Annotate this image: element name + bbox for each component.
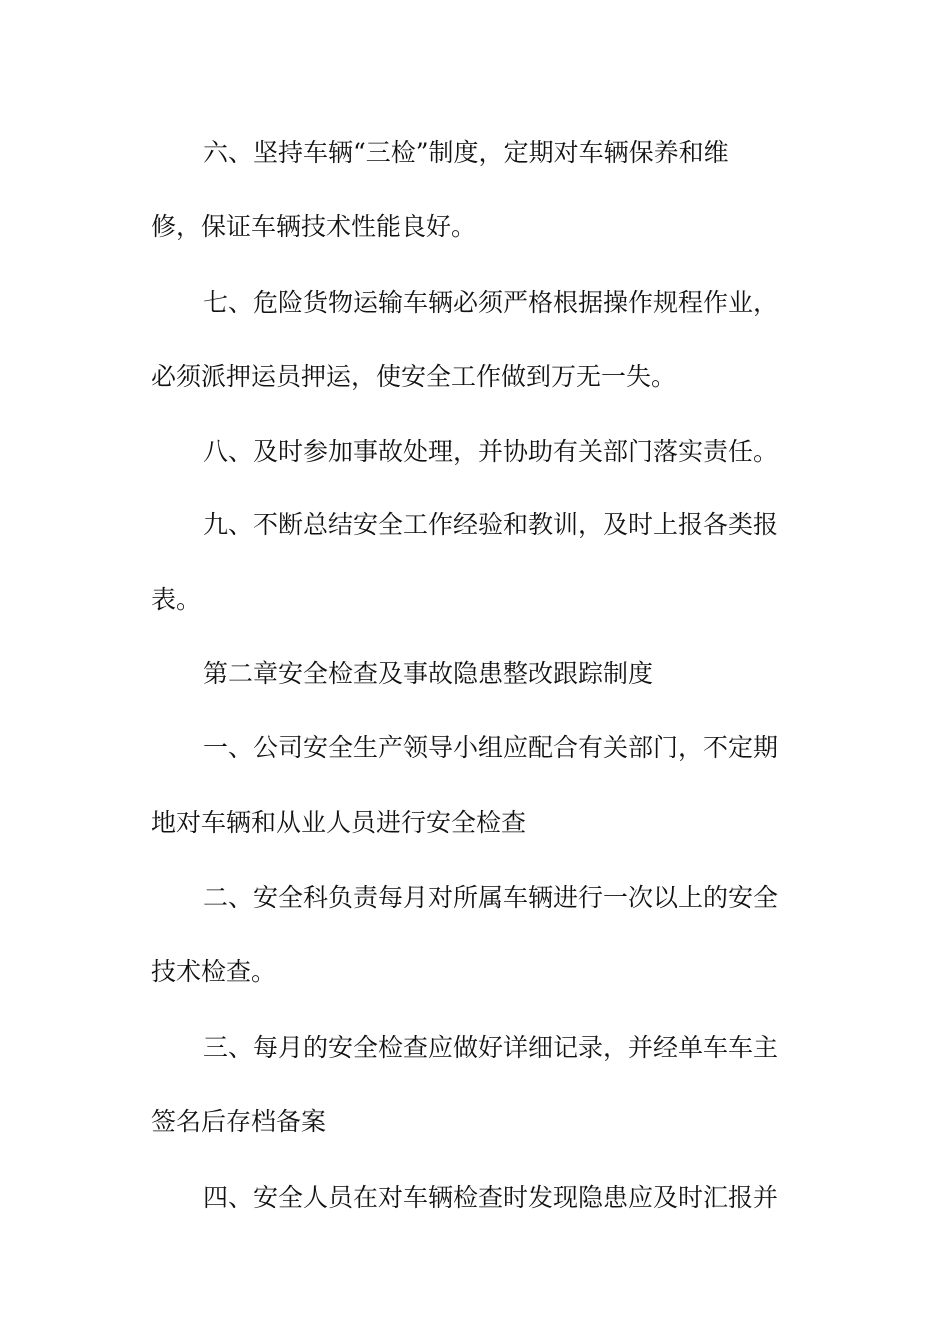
- paragraph-7-line-2: 必须派押运员押运，使安全工作做到万无一失。: [151, 362, 677, 391]
- chapter-2-heading: 第二章安全检查及事故隐患整改跟踪制度: [203, 659, 654, 688]
- item-1-line-2: 地对车辆和从业人员进行安全检查: [151, 808, 527, 837]
- item-4-line-1: 四、安全人员在对车辆检查时发现隐患应及时汇报并: [203, 1183, 779, 1212]
- item-2-line-1: 二、安全科负责每月对所属车辆进行一次以上的安全: [203, 883, 779, 912]
- item-1-line-1: 一、公司安全生产领导小组应配合有关部门，不定期: [203, 733, 779, 762]
- paragraph-6-line-1: 六、坚持车辆“三检”制度，定期对车辆保养和维: [203, 138, 729, 167]
- item-2-line-2: 技术检查。: [151, 957, 277, 986]
- paragraph-9-line-1: 九、不断总结安全工作经验和教训，及时上报各类报: [203, 510, 779, 539]
- paragraph-6-line-2: 修，保证车辆技术性能良好。: [151, 212, 477, 241]
- paragraph-8-line-1: 八、及时参加事故处理，并协助有关部门落实责任。: [203, 437, 779, 466]
- item-3-line-2: 签名后存档备案: [151, 1107, 327, 1136]
- paragraph-7-line-1: 七、危险货物运输车辆必须严格根据操作规程作业，: [203, 288, 779, 317]
- paragraph-9-line-2: 表。: [151, 585, 202, 614]
- item-3-line-1: 三、每月的安全检查应做好详细记录，并经单车车主: [203, 1033, 779, 1062]
